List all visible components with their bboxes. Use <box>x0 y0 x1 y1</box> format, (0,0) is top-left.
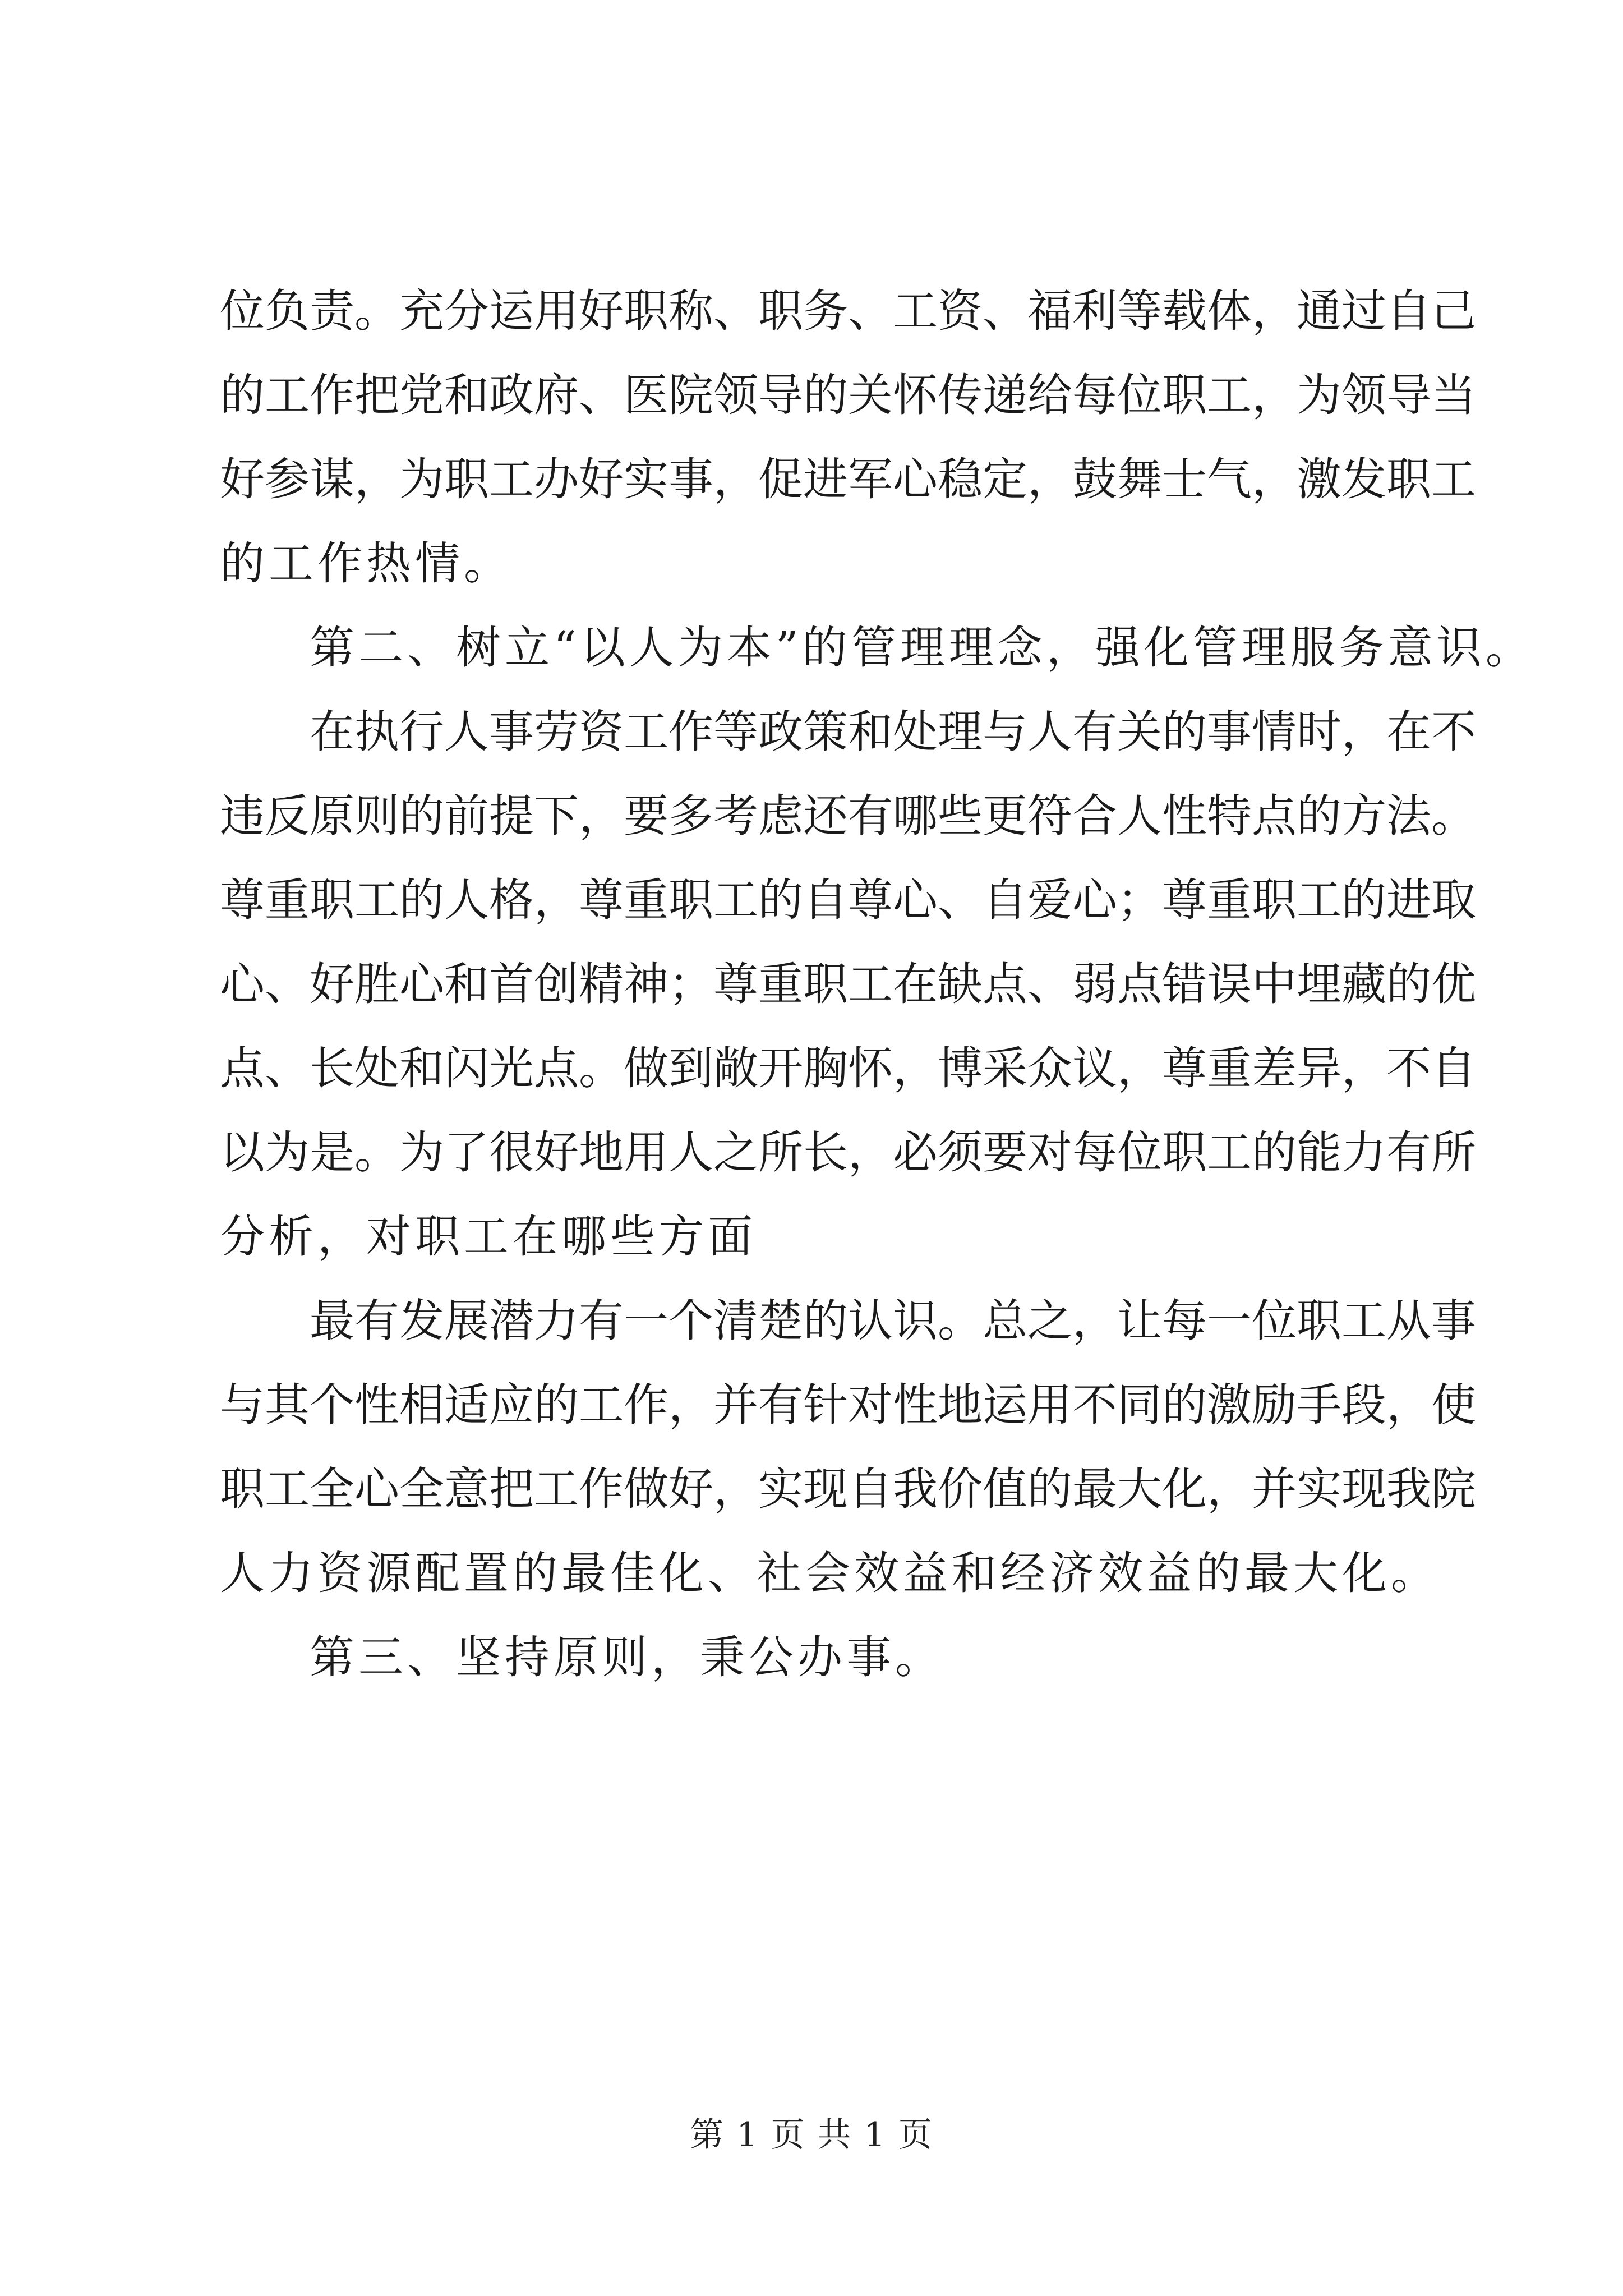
page-number-footer: 第 1 页 共 1 页 <box>690 2115 933 2155</box>
text-line: 在执行人事劳资工作等政策和处理与人有关的事情时，在不 <box>310 706 1476 758</box>
text-line: 职工全心全意把工作做好，实现自我价值的最大化，并实现我院 <box>220 1463 1476 1515</box>
text-line: 的工作把党和政府、医院领导的关怀传递给每位职工，为领导当 <box>220 369 1476 421</box>
text-line: 人力资源配置的最佳化、社会效益和经济效益的最大化。 <box>220 1547 1440 1599</box>
text-line: 点、长处和闪光点。做到敞开胸怀，博采众议，尊重差异，不自 <box>220 1042 1476 1094</box>
text-line: 违反原则的前提下，要多考虑还有哪些更符合人性特点的方法。 <box>220 790 1476 842</box>
text-line: 以为是。为了很好地用人之所长，必须要对每位职工的能力有所 <box>220 1126 1476 1179</box>
section-heading-3: 第三、坚持原则，秉公办事。 <box>310 1631 944 1683</box>
text-line: 最有发展潜力有一个清楚的认识。总之，让每一位职工从事 <box>310 1295 1476 1347</box>
text-line: 位负责。充分运用好职称、职务、工资、福利等载体，通过自己 <box>220 285 1476 337</box>
section-heading-2: 第二、树立“以人为本”的管理理念，强化管理服务意识。 <box>310 622 1534 674</box>
document-body <box>220 269 1534 1700</box>
text-line: 分析，对职工在哪些方面 <box>220 1211 757 1263</box>
text-line: 好参谋，为职工办好实事，促进军心稳定，鼓舞士气，激发职工 <box>220 453 1476 505</box>
text-line: 的工作热情。 <box>220 537 513 590</box>
text-line: 心、好胜心和首创精神；尊重职工在缺点、弱点错误中埋藏的优 <box>220 958 1476 1010</box>
text-line: 尊重职工的人格，尊重职工的自尊心、自爱心；尊重职工的进取 <box>220 874 1476 926</box>
text-line: 与其个性相适应的工作，并有针对性地运用不同的激励手段，使 <box>220 1379 1476 1431</box>
